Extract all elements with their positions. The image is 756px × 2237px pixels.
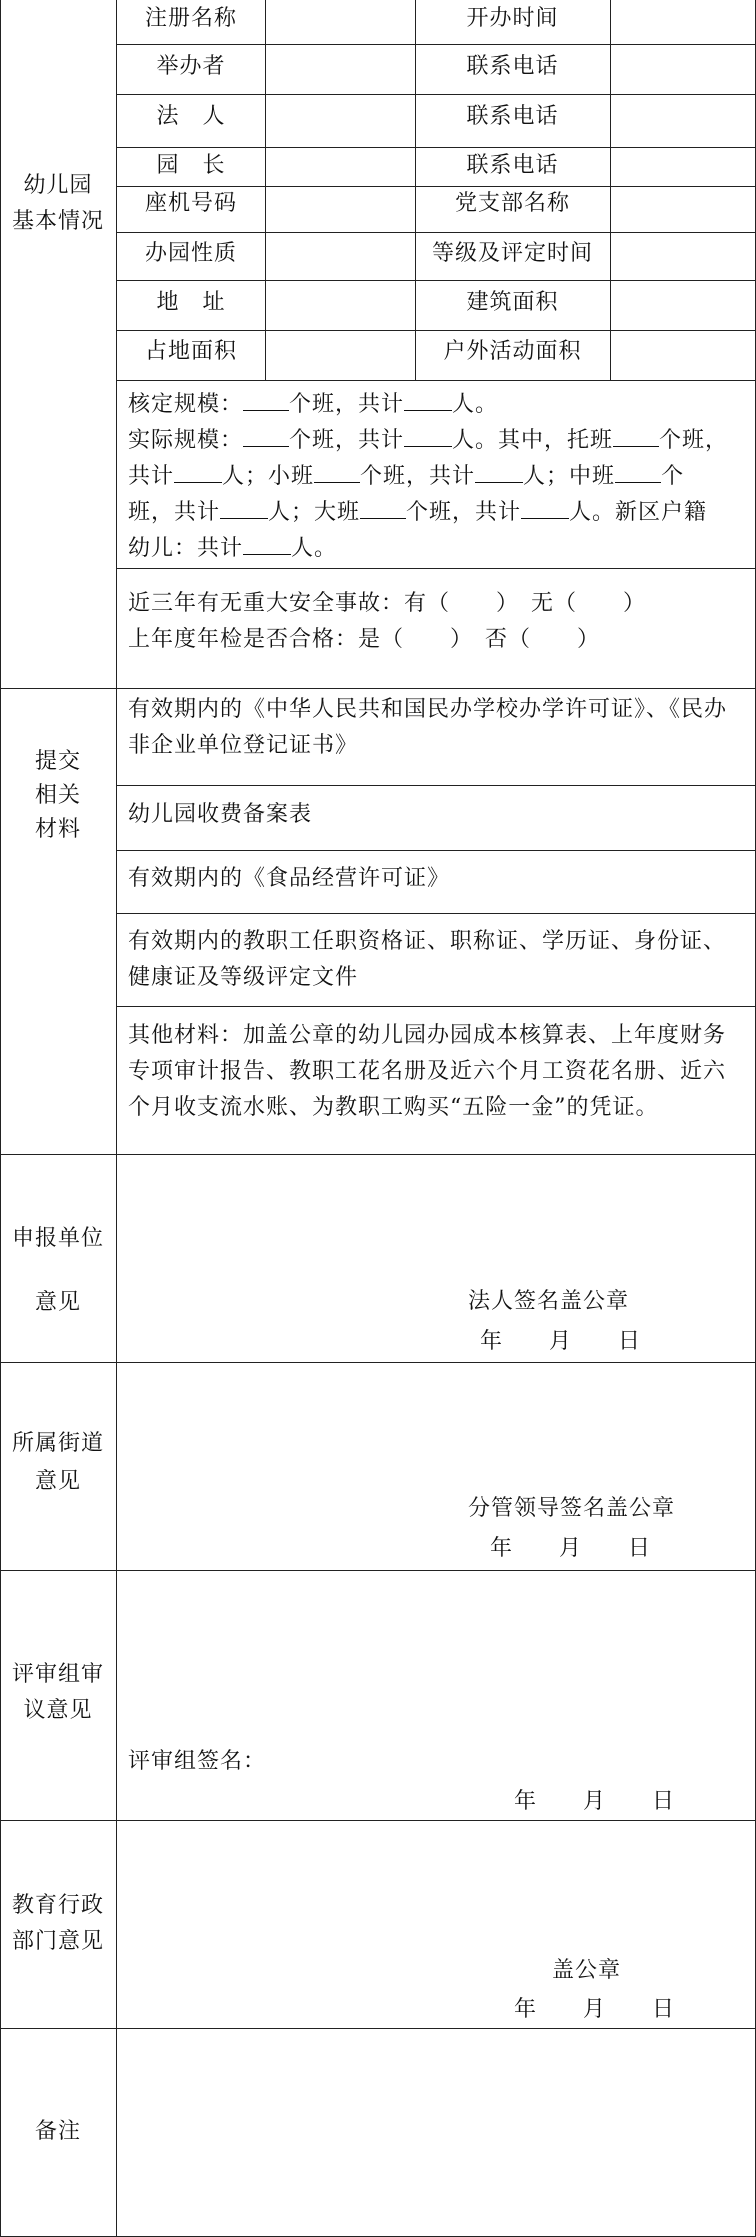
materials-label-line3: 材料 bbox=[34, 817, 81, 842]
field-label-party-branch: 党支部名称 bbox=[454, 191, 570, 216]
materials-label-line2: 相关 bbox=[34, 783, 81, 808]
actual-scale-line-3: 班，共计 人；大班 个班，共计 人。新区户籍 bbox=[128, 494, 707, 531]
material-divider bbox=[116, 913, 756, 914]
field-label-principal: 园 长 bbox=[156, 153, 226, 178]
blank-field[interactable] bbox=[243, 530, 291, 555]
street-signature-label: 分管领导签名盖公章 bbox=[468, 1496, 676, 1521]
grid-row-line bbox=[116, 44, 756, 45]
field-label-phone: 联系电话 bbox=[466, 54, 559, 79]
blank-field[interactable] bbox=[314, 458, 360, 483]
education-seal-label: 盖公章 bbox=[552, 1958, 622, 1983]
section-divider bbox=[0, 688, 756, 689]
grid-divider-3 bbox=[610, 0, 611, 380]
education-label-line1: 教育行政 bbox=[11, 1893, 104, 1918]
education-date: 年 月 日 bbox=[514, 1997, 676, 2022]
field-label-registered-name: 注册名称 bbox=[144, 6, 237, 31]
blank-field[interactable] bbox=[475, 458, 523, 483]
blank-field[interactable] bbox=[404, 422, 452, 447]
applicant-label-line2: 意见 bbox=[34, 1290, 81, 1315]
field-label-landline: 座机号码 bbox=[144, 191, 237, 216]
education-label-line2: 部门意见 bbox=[11, 1929, 104, 1954]
grid-row-line bbox=[116, 186, 756, 187]
blank-field[interactable] bbox=[613, 422, 659, 447]
review-date: 年 月 日 bbox=[514, 1789, 676, 1814]
field-label-land-area: 占地面积 bbox=[144, 339, 237, 364]
grid-row-line bbox=[116, 94, 756, 95]
blank-field[interactable] bbox=[615, 458, 661, 483]
section-divider bbox=[0, 2028, 756, 2029]
actual-scale-line-4: 幼儿：共计 人。 bbox=[128, 530, 337, 567]
material-item-license: 有效期内的《中华人民共和国民办学校办学许可证》、《民办 非企业单位登记证书》 bbox=[128, 697, 728, 758]
field-label-grade-date: 等级及评定时间 bbox=[431, 241, 593, 266]
annual-inspection-question: 上年度年检是否合格：是（ ） 否（ ） bbox=[128, 627, 601, 652]
field-label-legal-person: 法 人 bbox=[156, 104, 226, 129]
grid-row-line bbox=[116, 380, 756, 381]
blank-field[interactable] bbox=[404, 386, 452, 411]
actual-scale-line-1: 实际规模： 个班，共计 人。其中，托班 个班， bbox=[128, 422, 728, 459]
section-divider bbox=[0, 1820, 756, 1821]
field-label-sponsor: 举办者 bbox=[156, 54, 226, 79]
field-label-outdoor-area: 户外活动面积 bbox=[443, 339, 582, 364]
grid-row-line bbox=[116, 147, 756, 148]
material-item-other: 其他材料：加盖公章的幼儿园办园成本核算表、上年度财务 专项审计报告、教职工花名册及近六个月工资花名册、近六 个月收支流水账、为教职工购买“五险一金”的凭证。 bbox=[128, 1023, 727, 1120]
review-label-line1: 评审组审 bbox=[11, 1662, 104, 1687]
blank-field[interactable] bbox=[174, 458, 222, 483]
field-label-phone: 联系电话 bbox=[466, 104, 559, 129]
scale-safety-divider bbox=[116, 568, 756, 569]
grid-row-line bbox=[116, 280, 756, 281]
review-label-line2: 议意见 bbox=[23, 1698, 93, 1723]
field-label-founding-date: 开办时间 bbox=[466, 6, 559, 31]
street-label-line2: 意见 bbox=[34, 1469, 81, 1494]
material-item-food-permit: 有效期内的《食品经营许可证》 bbox=[128, 866, 451, 891]
blank-field[interactable] bbox=[243, 422, 289, 447]
materials-label-line1: 提交 bbox=[34, 749, 81, 774]
street-date: 年 月 日 bbox=[490, 1536, 652, 1561]
applicant-label-line1: 申报单位 bbox=[11, 1226, 104, 1251]
basic-info-label-line2: 基本情况 bbox=[11, 209, 104, 234]
material-divider bbox=[116, 785, 756, 786]
approved-scale-line: 核定规模： 个班，共计 人。 bbox=[128, 386, 498, 423]
actual-scale-line-2: 共计 人；小班 个班，共计 人；中班 个 bbox=[128, 458, 684, 495]
material-divider bbox=[116, 1006, 756, 1007]
review-signature-label: 评审组签名： bbox=[128, 1749, 267, 1774]
grid-row-line bbox=[116, 232, 756, 233]
field-label-address: 地 址 bbox=[156, 290, 226, 315]
blank-field[interactable] bbox=[521, 494, 569, 519]
section-divider bbox=[0, 1362, 756, 1363]
field-label-building-area: 建筑面积 bbox=[466, 290, 559, 315]
basic-info-label-line1: 幼儿园 bbox=[23, 173, 93, 198]
blank-field[interactable] bbox=[243, 386, 289, 411]
remarks-label: 备注 bbox=[34, 2119, 81, 2144]
field-label-phone: 联系电话 bbox=[466, 153, 559, 178]
field-label-school-type: 办园性质 bbox=[144, 241, 237, 266]
applicant-date: 年 月 日 bbox=[480, 1329, 642, 1354]
section-divider bbox=[0, 1154, 756, 1155]
material-divider bbox=[116, 850, 756, 851]
street-label-line1: 所属街道 bbox=[11, 1431, 104, 1456]
blank-field[interactable] bbox=[360, 494, 406, 519]
safety-accident-question: 近三年有无重大安全事故：有（ ） 无（ ） bbox=[128, 591, 647, 616]
blank-field[interactable] bbox=[220, 494, 268, 519]
grid-row-line bbox=[116, 330, 756, 331]
applicant-signature-label: 法人签名盖公章 bbox=[468, 1289, 630, 1314]
section-divider bbox=[0, 1570, 756, 1571]
material-item-staff-certificates: 有效期内的教职工任职资格证、职称证、学历证、身份证、 健康证及等级评定文件 bbox=[128, 929, 727, 990]
material-item-fee-filing: 幼儿园收费备案表 bbox=[128, 802, 313, 827]
